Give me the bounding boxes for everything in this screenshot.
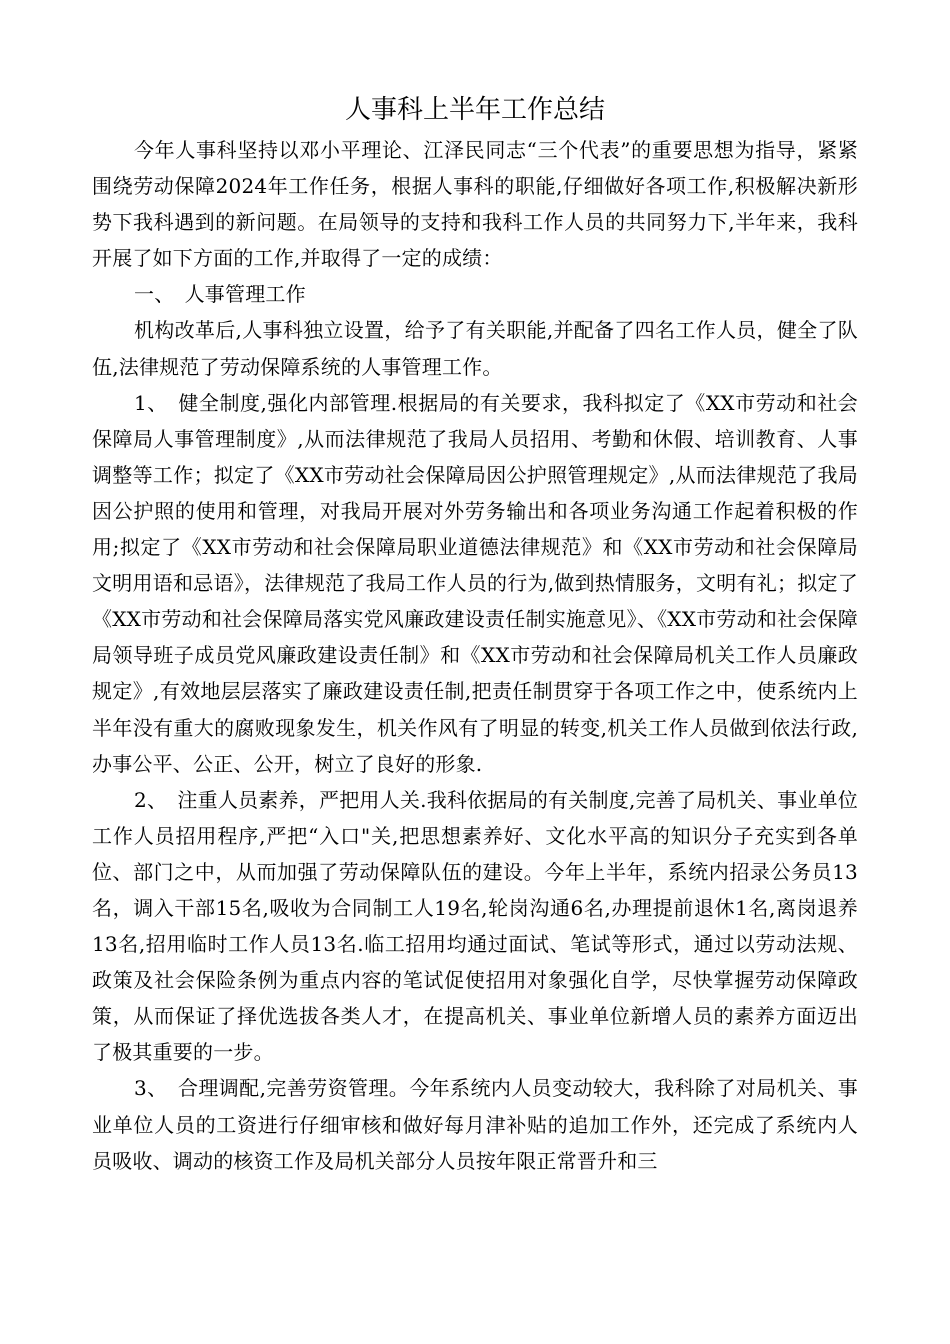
paragraph-intro: 今年人事科坚持以邓小平理论、江泽民同志“三个代表”的重要思想为指导，紧紧围绕劳动保障2024年工作任务，根据人事科的职能,仔细做好各项工作,积极解决新形势下我科遇到的新问题。在局领导的支持和我科工作人员的共同努力下,半年来，我科开展了如下方面的工作,并取得了一定的成绩： [92,138,858,271]
paragraph-item-2: 2、 注重人员素养，严把用人关.我科依据局的有关制度,完善了局机关、事业单位工作人员招用程序,严把“入口"关,把思想素养好、文化水平高的知识分子充实到各单位、部门之中，从而加强了劳动保障队伍的建设。今年上半年，系统内招录公务员13名，调入干部15名,吸收为合同制工人19名,轮岗沟通6名,办理提前退休1名,离岗退养13名,招用临时工作人员13名.临工招用均通过面试、笔试等形式，通过以劳动法规、政策及社会保险条例为重点内容的笔试促使招用对象强化自学，尽快掌握劳动保障政策，从而保证了择优选拔各类人才，在提高机关、事业单位新增人员的素养方面迈出了极其重要的一步。 [92,787,858,1065]
document-title: 人事科上半年工作总结 [344,95,605,125]
section-heading-personnel: 一、 人事管理工作 [134,282,306,307]
paragraph-item-1: 1、 健全制度,强化内部管理.根据局的有关要求，我科拟定了《XX市劳动和社会保障局人事管理制度》,从而法律规范了我局人员招用、考勤和休假、培训教育、人事调整等工作；拟定了《XX市劳动社会保障局因公护照管理规定》,从而法律规范了我局因公护照的使用和管理，对我局开展对外劳务输出和各项业务沟通工作起着积极的作用;拟定了《XX市劳动和社会保障局职业道德法律规范》和《XX市劳动和社会保障局文明用语和忌语》，法律规范了我局工作人员的行为,做到热情服务，文明有礼；拟定了《XX市劳动和社会保障局落实党风廉政建设责任制实施意见》、《XX市劳动和社会保障局领导班子成员党风廉政建设责任制》和《XX市劳动和社会保障局机关工作人员廉政规定》,有效地层层落实了廉政建设责任制,把责任制贯穿于各项工作之中，使系统内上半年没有重大的腐败现象发生，机关作风有了明显的转变,机关工作人员做到依法行政,办事公平、公正、公开，树立了良好的形象. [92,390,858,776]
paragraph-item-3: 3、 合理调配,完善劳资管理。今年系统内人员变动较大，我科除了对局机关、事业单位人员的工资进行仔细审核和做好每月津补贴的追加工作外，还完成了系统内人员吸收、调动的核资工作及局机关部分人员按年限正常晋升和三 [92,1076,858,1173]
document-page [92,92,858,1179]
paragraph-reform: 机构改革后,人事科独立设置，给予了有关职能,并配备了四名工作人员，健全了队伍,法律规范了劳动保障系统的人事管理工作。 [92,318,858,379]
